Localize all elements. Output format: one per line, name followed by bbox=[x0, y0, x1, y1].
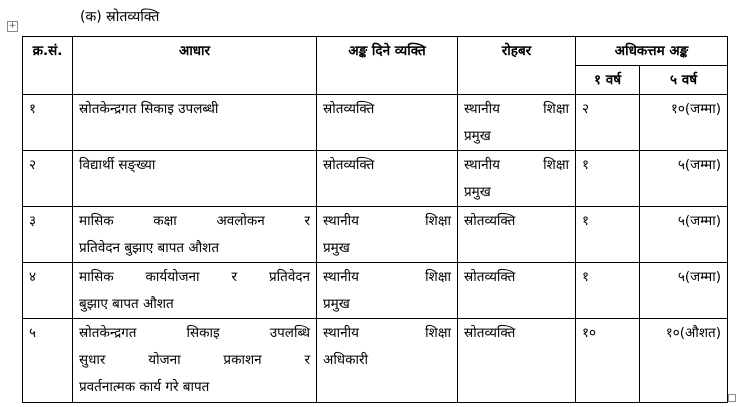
table-row bbox=[23, 207, 728, 263]
cell-basis-line: बुझाए बापत औशत bbox=[79, 296, 174, 312]
header-year5: ५ वर्ष bbox=[640, 66, 728, 95]
cell-reviewer bbox=[458, 207, 576, 263]
header-max-marks: अधिकत्तम अङ्क bbox=[576, 37, 728, 66]
cell-reviewer-line: स्रोतव्यक्ति bbox=[464, 269, 516, 285]
cell-recipient bbox=[317, 151, 458, 207]
table-move-handle[interactable]: + bbox=[8, 21, 17, 31]
table-row bbox=[23, 263, 728, 319]
table-row bbox=[23, 151, 728, 207]
cell-recipient bbox=[317, 207, 458, 263]
cell-recipient-line: स्थानीय शिक्षा bbox=[323, 269, 451, 285]
cell-basis-line: स्रोतकेन्द्रगत सिकाइ उपलब्धी bbox=[79, 101, 219, 117]
cell-year1: २ bbox=[576, 95, 640, 151]
cell-basis bbox=[73, 319, 317, 403]
cell-recipient-line: प्रमुख bbox=[323, 296, 350, 312]
cell-basis-line: प्रतिवेदन बुझाए बापत औशत bbox=[79, 240, 220, 256]
header-year1: १ वर्ष bbox=[576, 66, 640, 95]
cell-reviewer bbox=[458, 263, 576, 319]
cell-recipient bbox=[317, 263, 458, 319]
cell-year5: ५(जम्मा) bbox=[640, 263, 728, 319]
cell-basis-line: विद्यार्थी सङ्ख्या bbox=[79, 157, 156, 173]
cell-reviewer-line: स्रोतव्यक्ति bbox=[464, 325, 516, 341]
table-caption: (क) स्रोतव्यक्ति bbox=[80, 9, 160, 25]
cell-recipient-line: स्थानीय शिक्षा bbox=[323, 325, 451, 341]
table-row bbox=[23, 319, 728, 403]
header-row bbox=[23, 37, 728, 66]
cell-reviewer-line: स्थानीय शिक्षा bbox=[464, 157, 569, 173]
cell-reviewer-line: स्रोतव्यक्ति bbox=[464, 213, 516, 229]
cell-serial: ३ bbox=[23, 207, 73, 263]
header-basis: आधार bbox=[73, 37, 317, 95]
marks-table bbox=[22, 36, 728, 403]
cell-year1: १ bbox=[576, 151, 640, 207]
cell-basis-line: स्रोतकेन्द्रगत सिकाइ उपलब्धि bbox=[79, 325, 310, 341]
cell-recipient-line: प्रमुख bbox=[323, 240, 350, 256]
cell-reviewer bbox=[458, 319, 576, 403]
cell-basis bbox=[73, 95, 317, 151]
cell-basis bbox=[73, 263, 317, 319]
cell-recipient-line: स्रोतव्यक्ति bbox=[323, 157, 375, 173]
table-resize-handle[interactable] bbox=[728, 394, 736, 402]
cell-basis-line: मासिक कार्ययोजना र प्रतिवेदन bbox=[79, 269, 310, 285]
cell-serial: ४ bbox=[23, 263, 73, 319]
cell-year1: १० bbox=[576, 319, 640, 403]
cell-recipient bbox=[317, 319, 458, 403]
cell-basis bbox=[73, 207, 317, 263]
cell-year5: १०(औशत) bbox=[640, 319, 728, 403]
header-serial: क्र.सं. bbox=[23, 37, 73, 95]
cell-year1: १ bbox=[576, 263, 640, 319]
cell-reviewer-line: प्रमुख bbox=[464, 184, 491, 200]
cell-reviewer-line: स्थानीय शिक्षा bbox=[464, 101, 569, 117]
table-row bbox=[23, 95, 728, 151]
cell-recipient bbox=[317, 95, 458, 151]
cell-basis bbox=[73, 151, 317, 207]
cell-reviewer bbox=[458, 151, 576, 207]
cell-serial: ५ bbox=[23, 319, 73, 403]
header-recipient: अङ्क दिने व्यक्ति bbox=[317, 37, 458, 95]
cell-basis-line: मासिक कक्षा अवलोकन र bbox=[79, 213, 310, 229]
cell-year1: १ bbox=[576, 207, 640, 263]
cell-year5: ५(जम्मा) bbox=[640, 207, 728, 263]
cell-recipient-line: स्थानीय शिक्षा bbox=[323, 213, 451, 229]
cell-basis-line: प्रवर्तनात्मक कार्य गरे बापत bbox=[79, 379, 210, 395]
cell-recipient-line: स्रोतव्यक्ति bbox=[323, 101, 375, 117]
cell-reviewer bbox=[458, 95, 576, 151]
cell-serial: १ bbox=[23, 95, 73, 151]
cell-serial: २ bbox=[23, 151, 73, 207]
cell-reviewer-line: प्रमुख bbox=[464, 128, 491, 144]
cell-year5: १०(जम्मा) bbox=[640, 95, 728, 151]
cell-basis-line: सुधार योजना प्रकाशन र bbox=[79, 352, 310, 368]
header-reviewer: रोहबर bbox=[458, 37, 576, 95]
cell-recipient-line: अधिकारी bbox=[323, 352, 368, 368]
cell-year5: ५(जम्मा) bbox=[640, 151, 728, 207]
